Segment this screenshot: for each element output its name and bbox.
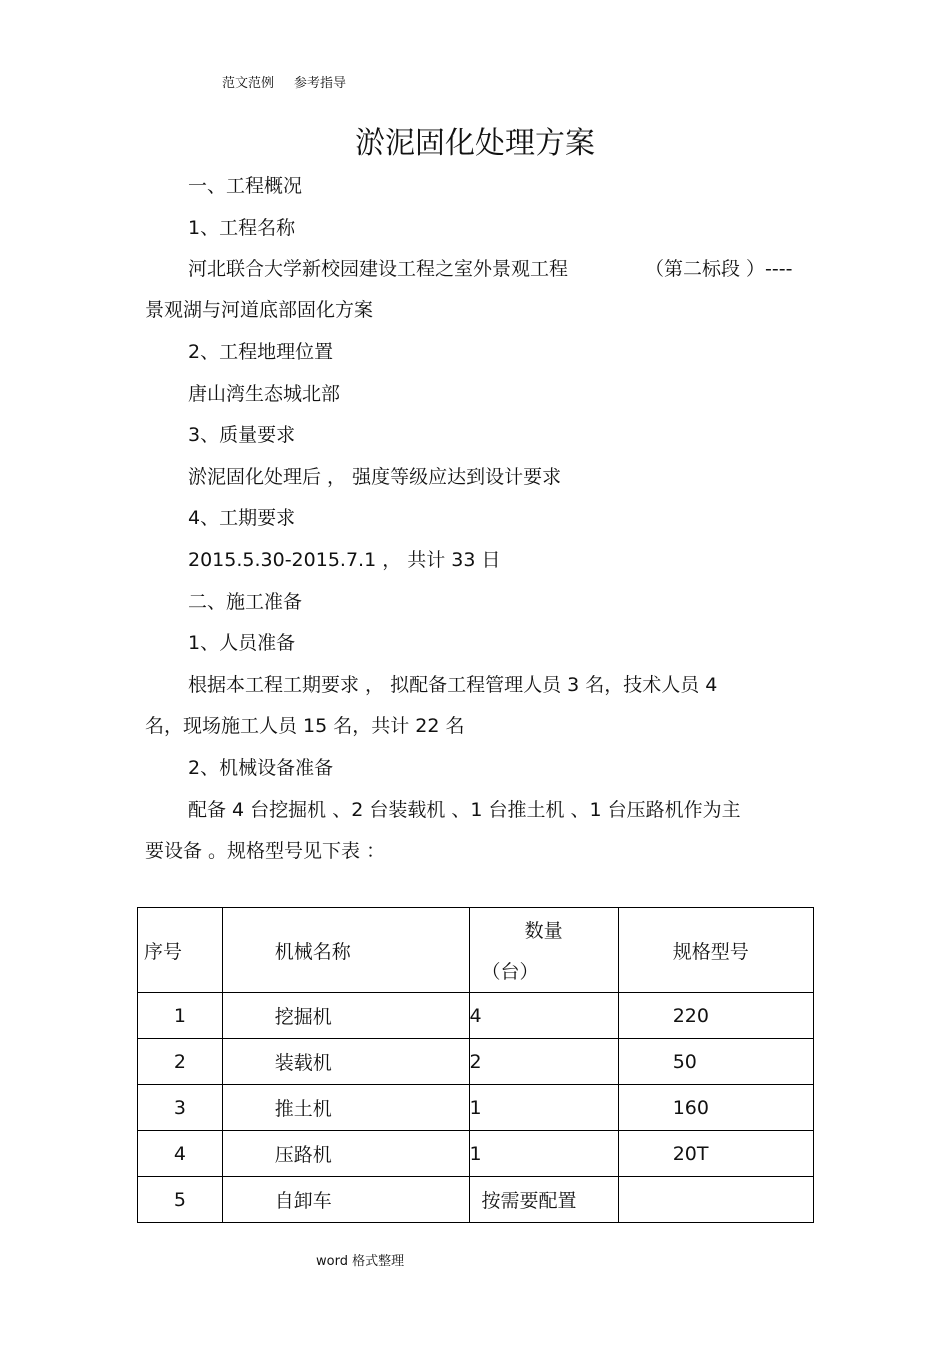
document-title: 淤泥固化处理方案 (355, 126, 595, 161)
cell-spec: 220 (618, 993, 813, 1039)
header-left: 范文范例 (222, 76, 275, 91)
cell-spec: 160 (618, 1085, 813, 1131)
cell-name: 自卸车 (222, 1177, 469, 1223)
table-row (138, 1039, 814, 1085)
location-text: 唐山湾生态城北部 (188, 383, 341, 405)
header-qty (469, 908, 618, 993)
cell-no: 4 (138, 1131, 223, 1177)
subsection-quality: 3、质量要求 (188, 424, 296, 446)
project-name-line1-suffix: （第二标段 ）---- (645, 258, 793, 280)
subsection-period: 4、工期要求 (188, 507, 296, 529)
header-right: 参考指导 (294, 76, 347, 91)
subsection-equipment: 2、机械设备准备 (188, 757, 334, 779)
equipment-line2: 要设备 。规格型号见下表 ： (145, 840, 386, 862)
header-qty-unit: （台） (481, 961, 539, 983)
cell-name: 装载机 (222, 1039, 469, 1085)
equipment-table (137, 907, 814, 1223)
staff-line2: 名，现场施工人员 15 名，共计 22 名 (145, 715, 465, 737)
cell-qty: 按需要配置 (469, 1177, 618, 1223)
cell-no: 1 (138, 993, 223, 1039)
cell-name: 挖掘机 (222, 993, 469, 1039)
page-header (222, 72, 346, 91)
table-row (138, 1177, 814, 1223)
cell-qty: 1 (469, 1131, 618, 1177)
section-2-heading: 二、施工准备 (188, 591, 303, 613)
project-name-line1: 河北联合大学新校园建设工程之室外景观工程 (188, 258, 569, 280)
table-row (138, 1131, 814, 1177)
cell-spec: 50 (618, 1039, 813, 1085)
section-1-heading: 一、工程概况 (188, 175, 303, 197)
cell-name: 压路机 (222, 1131, 469, 1177)
cell-no: 5 (138, 1177, 223, 1223)
subsection-staff: 1、人员准备 (188, 632, 296, 654)
page-footer: word 格式整理 (316, 1254, 405, 1269)
header-qty-label: 数量 (524, 920, 563, 942)
quality-text: 淤泥固化处理后 ， 强度等级应达到设计要求 (188, 466, 562, 488)
table-row (138, 993, 814, 1039)
cell-qty: 1 (469, 1085, 618, 1131)
header-spec: 规格型号 (618, 908, 813, 993)
cell-qty: 4 (469, 993, 618, 1039)
cell-name: 推土机 (222, 1085, 469, 1131)
staff-line1: 根据本工程工期要求 ， 拟配备工程管理人员 3 名，技术人员 4 (188, 674, 718, 696)
cell-qty: 2 (469, 1039, 618, 1085)
cell-no: 2 (138, 1039, 223, 1085)
table-row (138, 1085, 814, 1131)
cell-spec: 20T (618, 1131, 813, 1177)
header-name: 机械名称 (222, 908, 469, 993)
table-header-row (138, 908, 814, 993)
header-no: 序号 (138, 908, 223, 993)
period-text: 2015.5.30-2015.7.1 ， 共计 33 日 (188, 549, 501, 571)
cell-spec (618, 1177, 813, 1223)
subsection-project-name: 1、工程名称 (188, 217, 296, 239)
equipment-line1: 配备 4 台挖掘机 、2 台装载机 、1 台推土机 、1 台压路机作为主 (188, 799, 741, 821)
subsection-location: 2、工程地理位置 (188, 341, 334, 363)
project-name-line2: 景观湖与河道底部固化方案 (145, 299, 374, 321)
cell-no: 3 (138, 1085, 223, 1131)
